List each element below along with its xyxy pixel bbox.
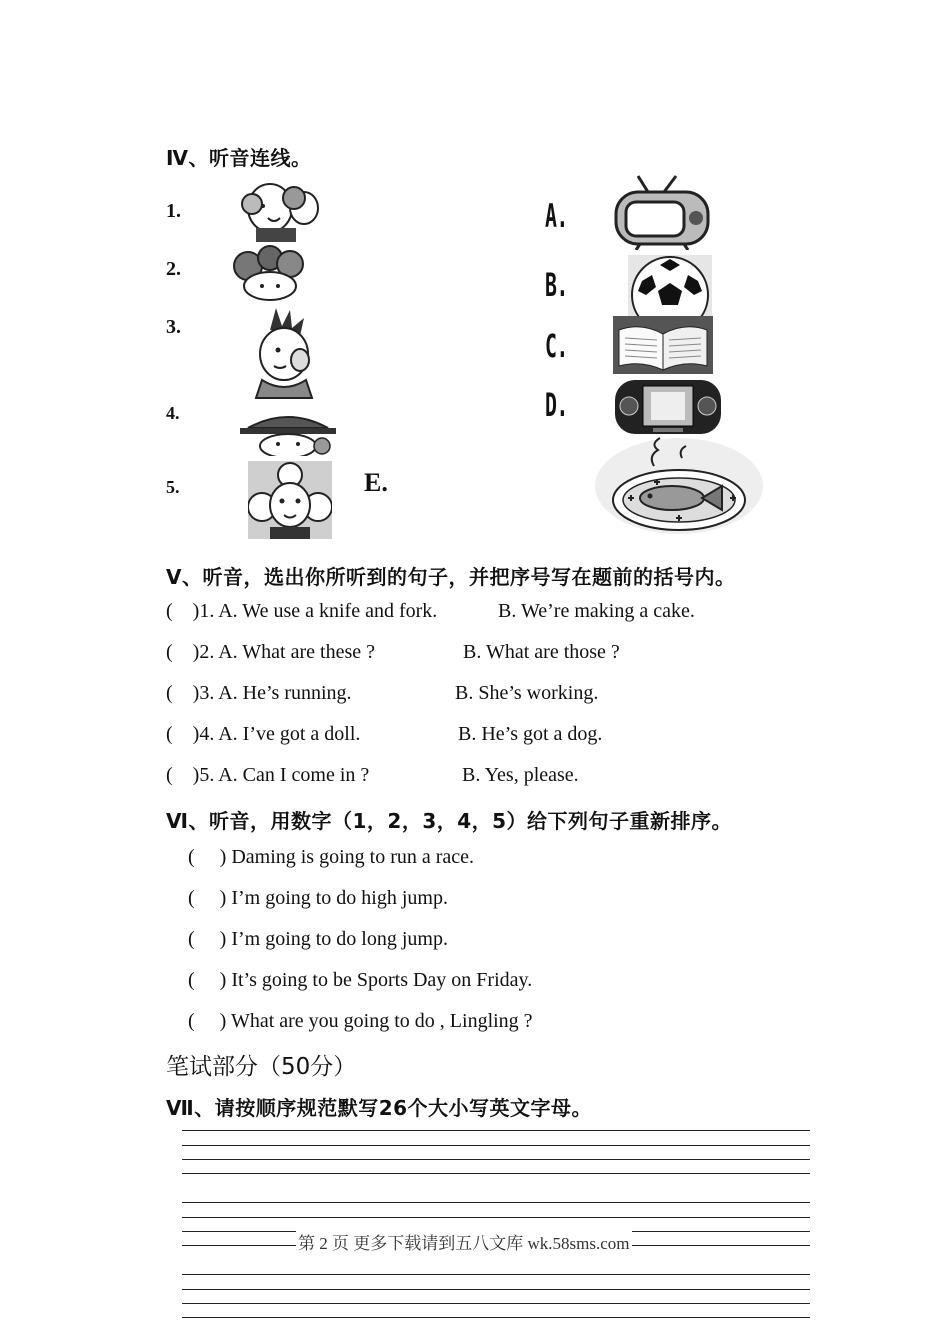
writing-line bbox=[182, 1159, 810, 1160]
writing-line bbox=[182, 1217, 810, 1218]
option-letter-e: E. bbox=[364, 468, 388, 497]
item-number-5: 5. bbox=[166, 477, 180, 497]
writing-line bbox=[182, 1130, 810, 1131]
order-sentence-3: ( ) I’m going to do long jump. bbox=[188, 928, 448, 950]
handheld-game-console-icon bbox=[613, 376, 723, 438]
choice-question-5: ( )5. A. Can I come in ? bbox=[166, 764, 370, 786]
choice-question-1: ( )1. A. We use a knife and fork. bbox=[166, 600, 438, 622]
choice-option-b-2: B. What are those ? bbox=[463, 641, 620, 663]
child-with-earmuffs-icon bbox=[238, 178, 332, 242]
option-letter-a: A. bbox=[545, 197, 568, 235]
section-5-title: Ⅴ、听音，选出你所听到的句子，并把序号写在题前的括号内。 bbox=[166, 565, 736, 589]
writing-line bbox=[182, 1173, 810, 1174]
writing-line bbox=[182, 1317, 810, 1318]
choice-question-4: ( )4. A. I’ve got a doll. bbox=[166, 723, 361, 745]
item-number-2: 2. bbox=[166, 258, 181, 280]
fish-on-plate-icon bbox=[594, 436, 764, 536]
choice-option-b-5: B. Yes, please. bbox=[462, 764, 579, 786]
order-sentence-2: ( ) I’m going to do high jump. bbox=[188, 887, 448, 909]
writing-line bbox=[182, 1202, 810, 1203]
open-book-icon bbox=[613, 316, 713, 374]
child-with-hat-icon bbox=[234, 410, 346, 456]
section-4-title: Ⅳ、听音连线。 bbox=[166, 146, 312, 170]
item-number-4: 4. bbox=[166, 403, 180, 423]
order-sentence-4: ( ) It’s going to be Sports Day on Friday. bbox=[188, 969, 533, 991]
child-with-curly-hair-icon bbox=[232, 244, 308, 302]
boy-with-spiky-hair-icon bbox=[240, 306, 328, 400]
option-letter-b: B. bbox=[545, 266, 568, 304]
writing-line bbox=[182, 1145, 810, 1146]
choice-option-b-1: B. We’re making a cake. bbox=[498, 600, 695, 622]
television-icon bbox=[610, 174, 714, 250]
order-sentence-1: ( ) Daming is going to run a race. bbox=[188, 846, 475, 868]
item-number-1: 1. bbox=[166, 200, 181, 222]
item-number-3: 3. bbox=[166, 316, 181, 338]
choice-question-3: ( )3. A. He’s running. bbox=[166, 682, 352, 704]
choice-option-b-3: B. She’s working. bbox=[455, 682, 599, 704]
written-part-title: 笔试部分（50分） bbox=[166, 1054, 357, 1080]
option-letter-c: C. bbox=[545, 327, 568, 365]
football-icon bbox=[628, 255, 712, 317]
writing-line bbox=[182, 1274, 810, 1275]
option-letter-d: D. bbox=[545, 386, 568, 424]
choice-question-2: ( )2. A. What are these ? bbox=[166, 641, 375, 663]
page-footer: 第 2 页 更多下载请到五八文库 wk.58sms.com bbox=[296, 1229, 632, 1254]
section-7-title: Ⅶ、请按顺序规范默写26个大小写英文字母。 bbox=[166, 1096, 593, 1120]
section-6-title: Ⅵ、听音，用数字（1，2，3，4，5）给下列句子重新排序。 bbox=[166, 809, 733, 833]
order-sentence-5: ( ) What are you going to do , Lingling ? bbox=[188, 1010, 533, 1032]
writing-line bbox=[182, 1289, 810, 1290]
girl-with-curly-hair-icon bbox=[248, 461, 332, 539]
writing-line bbox=[182, 1303, 810, 1304]
choice-option-b-4: B. He’s got a dog. bbox=[458, 723, 603, 745]
